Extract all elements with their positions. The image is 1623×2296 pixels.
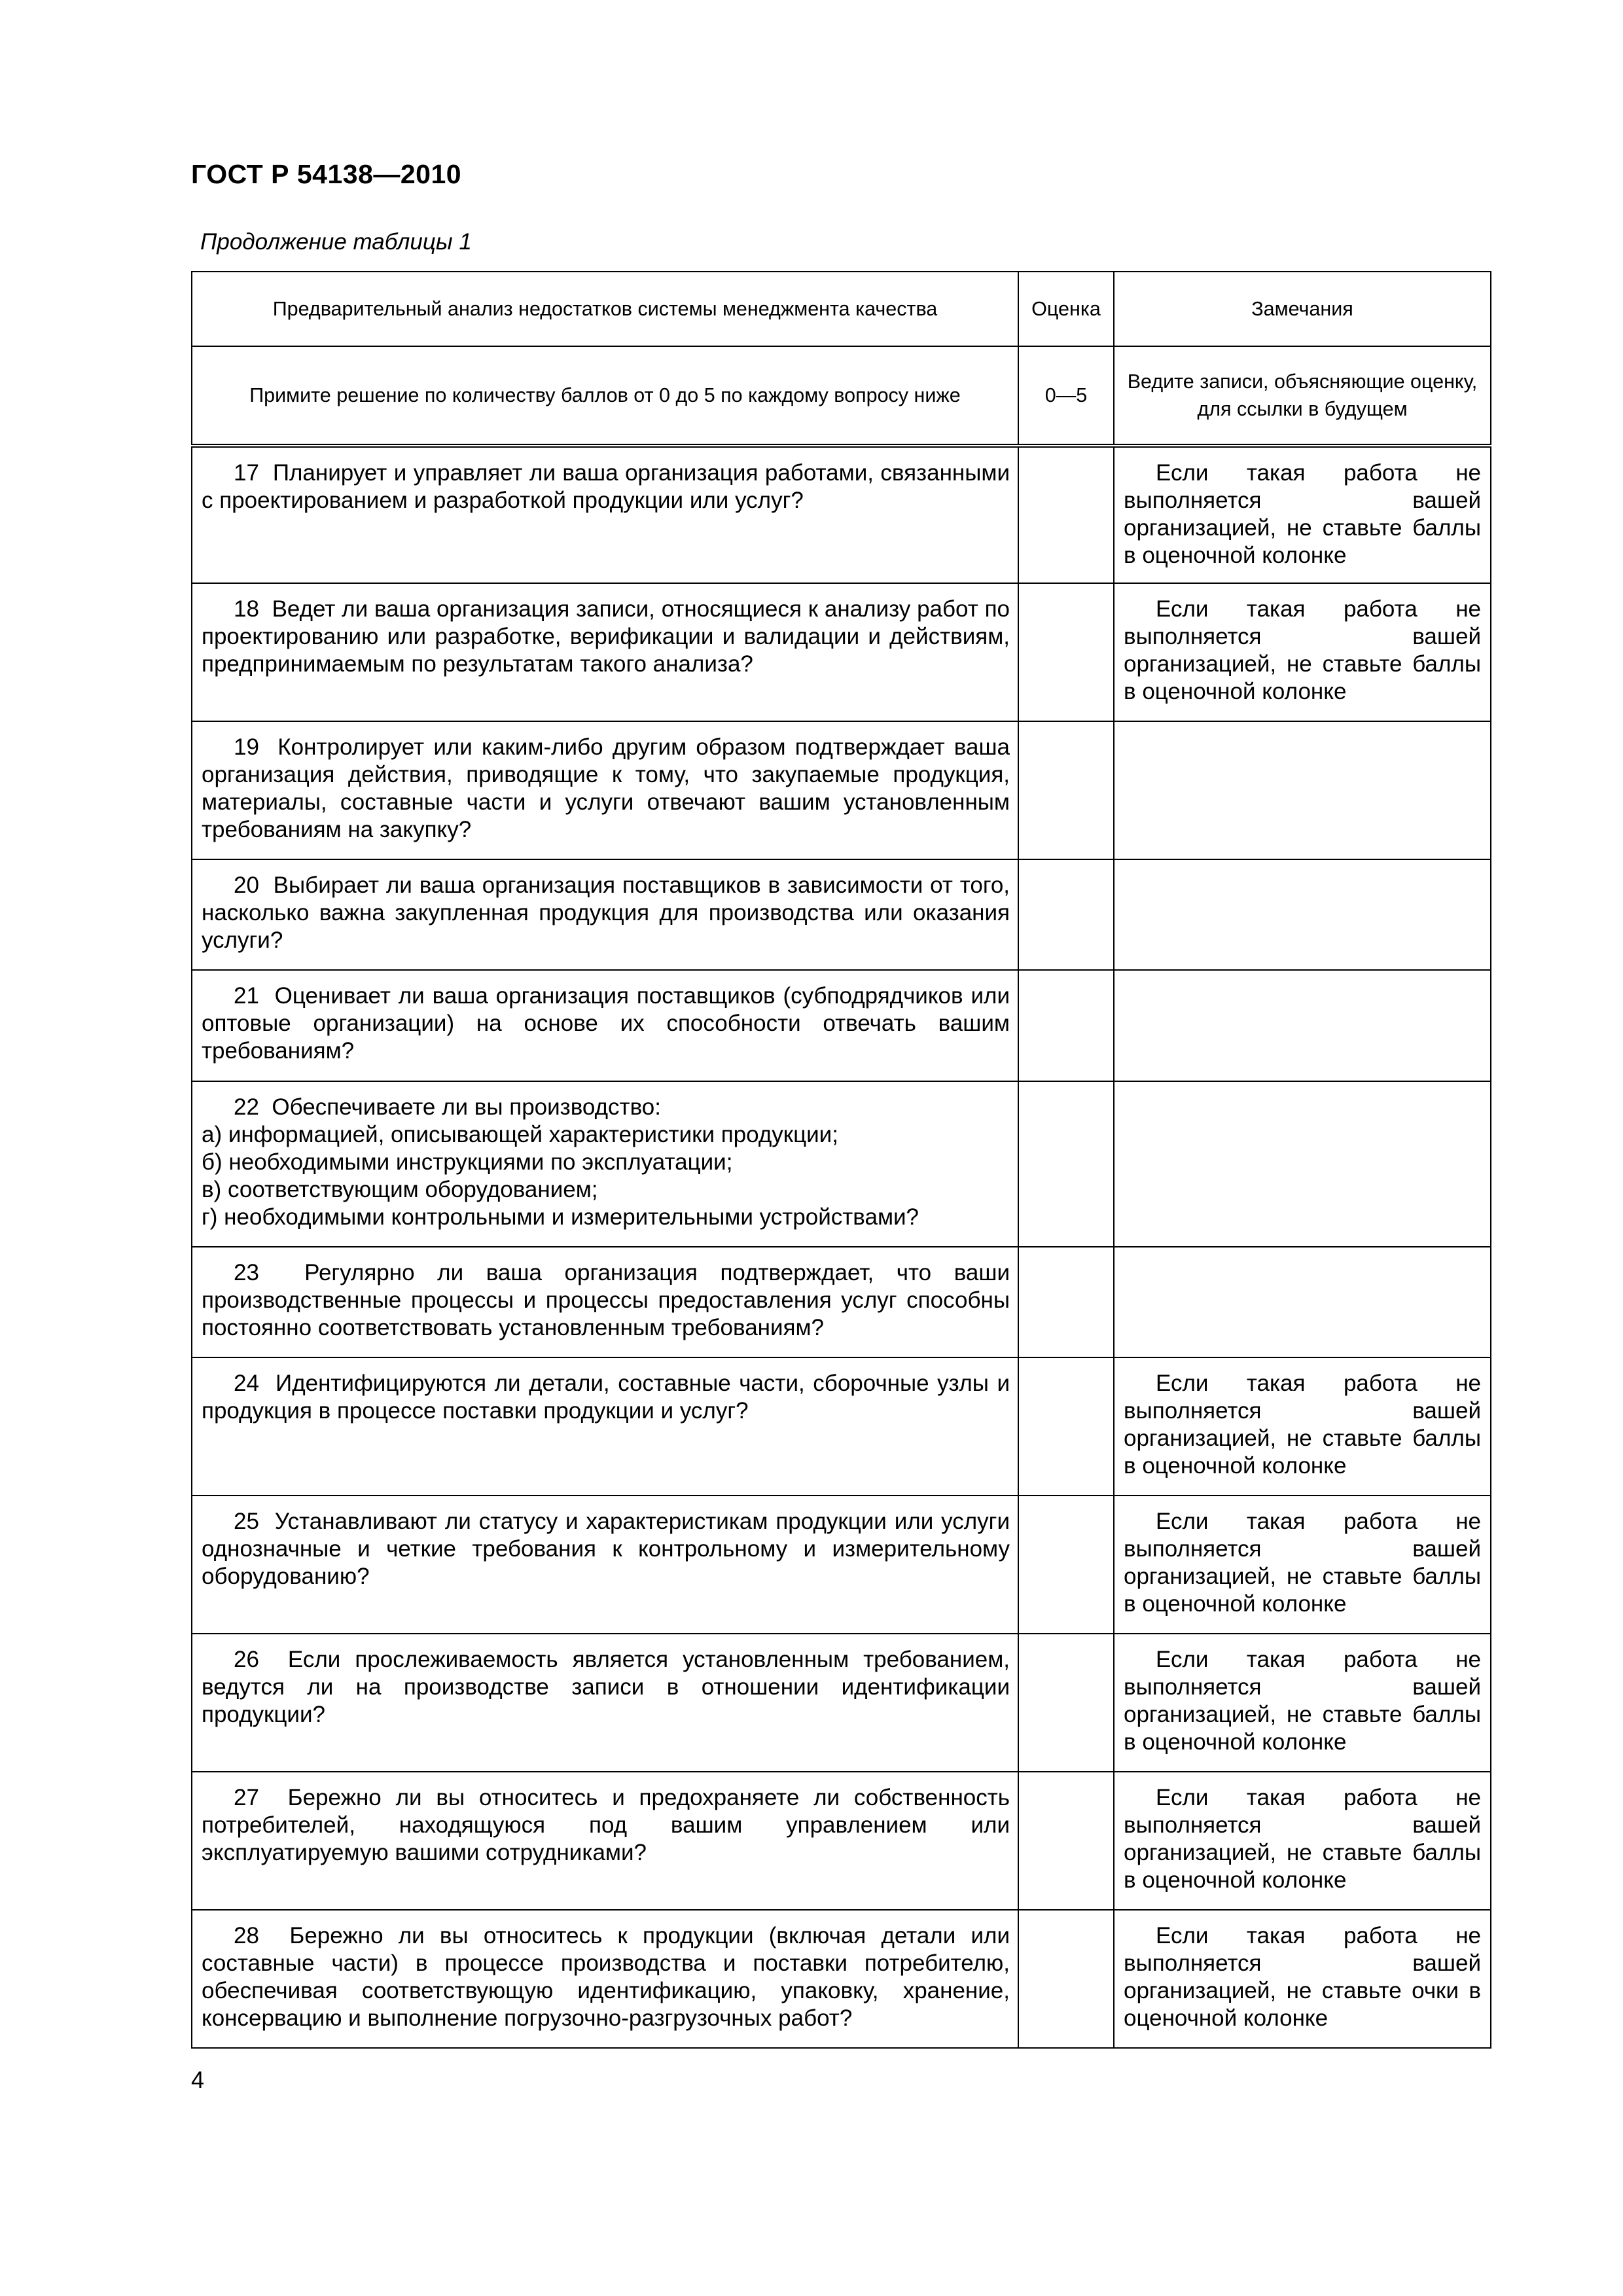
score-cell[interactable] — [1018, 1496, 1114, 1634]
question-cell — [192, 1910, 1018, 2048]
remark-text: Если такая работа не выполняется вашей организацией, не ставьте баллы в оценочной колонке — [1124, 1647, 1481, 1755]
question-cell — [192, 446, 1018, 583]
instruction-row — [192, 346, 1491, 446]
score-cell[interactable] — [1018, 583, 1114, 721]
remark-cell — [1114, 446, 1491, 583]
question-cell — [192, 1357, 1018, 1496]
question-row — [192, 1496, 1491, 1634]
question-text: Ведет ли ваша организация записи, относящиеся к анализу работ по проектированию или разработке, верификации и валидации и действиям, предпринимаемым по результатам такого анализа? — [202, 596, 1010, 677]
remark-cell — [1114, 1772, 1491, 1910]
document-id: ГОСТ Р 54138—2010 — [191, 159, 462, 189]
score-cell[interactable] — [1018, 721, 1114, 859]
remark-cell — [1114, 1357, 1491, 1496]
question-row — [192, 1634, 1491, 1772]
question-text: Планирует и управляет ли ваша организация работами, связанными с проектированием и разработкой продукции или услуг? — [202, 460, 1010, 513]
question-row — [192, 1772, 1491, 1910]
score-cell[interactable] — [1018, 1634, 1114, 1772]
remark-text: Если такая работа не выполняется вашей организацией, не ставьте очки в оценочной колонке — [1124, 1923, 1481, 2031]
notes-instruction: Ведите записи, объясняющие оценку, для ссылки в будущем — [1114, 346, 1491, 446]
assessment-table — [191, 271, 1491, 2049]
remark-text: Если такая работа не выполняется вашей организацией, не ставьте баллы в оценочной колонке — [1124, 460, 1481, 568]
question-cell — [192, 1496, 1018, 1634]
remark-cell — [1114, 859, 1491, 970]
question-row — [192, 1247, 1491, 1357]
question-cell — [192, 721, 1018, 859]
question-text: Устанавливают ли статусу и характеристикам продукции или услуги однозначные и четкие требования к контрольному и измерительному оборудованию? — [202, 1509, 1010, 1589]
question-row — [192, 583, 1491, 721]
question-row — [192, 1910, 1491, 2048]
question-number: 25 — [234, 1509, 259, 1534]
column-header-score: Оценка — [1018, 272, 1114, 346]
question-number: 17 — [234, 460, 259, 486]
score-cell[interactable] — [1018, 1081, 1114, 1247]
remark-cell — [1114, 1081, 1491, 1247]
question-text: Обеспечиваете ли вы производство: — [272, 1094, 661, 1120]
question-text: Контролирует или каким-либо другим образом подтверждает ваша организация действия, приводящие к тому, что закупаемые продукция, материалы, составные части и услуги отвечают вашим установленным требованиям на закупку? — [202, 734, 1010, 842]
question-row — [192, 721, 1491, 859]
question-number: 22 — [234, 1094, 259, 1120]
question-text: Идентифицируются ли детали, составные части, сборочные узлы и продукция в процессе поставки продукции и услуг? — [202, 1371, 1010, 1424]
instruction-text: Примите решение по количеству баллов от 0 до 5 по каждому вопросу ниже — [192, 346, 1018, 446]
table-caption: Продолжение таблицы 1 — [200, 229, 472, 255]
page-number: 4 — [191, 2066, 205, 2093]
remark-text: Если такая работа не выполняется вашей организацией, не ставьте баллы в оценочной колонке — [1124, 596, 1481, 704]
question-number: 19 — [234, 734, 259, 760]
question-cell — [192, 1634, 1018, 1772]
question-subitem: в) соответствующим оборудованием; — [202, 1177, 598, 1202]
question-cell — [192, 970, 1018, 1081]
remark-cell — [1114, 1910, 1491, 2048]
question-subitem: б) необходимыми инструкциями по эксплуатации; — [202, 1149, 733, 1175]
question-number: 26 — [234, 1647, 259, 1672]
question-number: 28 — [234, 1923, 259, 1948]
remark-cell — [1114, 1247, 1491, 1357]
question-text: Если прослеживаемость является установленным требованием, ведутся ли на производстве записи в отношении идентификации продукции? — [202, 1647, 1010, 1727]
question-row — [192, 1357, 1491, 1496]
remark-cell — [1114, 1496, 1491, 1634]
question-subitem: г) необходимыми контрольными и измерительными устройствами? — [202, 1204, 919, 1230]
question-cell — [192, 1081, 1018, 1247]
score-cell[interactable] — [1018, 1357, 1114, 1496]
question-cell — [192, 1247, 1018, 1357]
question-text: Бережно ли вы относитесь и предохраняете ли собственность потребителей, находящуюся под вашим управлением или эксплуатируемую вашими сотрудниками? — [202, 1785, 1010, 1865]
question-text: Оценивает ли ваша организация поставщиков (субподрядчиков или оптовые организации) на основе их способности отвечать вашим требованиям? — [202, 983, 1010, 1064]
remark-cell — [1114, 970, 1491, 1081]
remark-cell — [1114, 1634, 1491, 1772]
column-header-analysis: Предварительный анализ недостатков системы менеджмента качества — [192, 272, 1018, 346]
question-number: 24 — [234, 1371, 259, 1396]
column-header-row — [192, 272, 1491, 346]
question-number: 20 — [234, 872, 259, 898]
question-cell — [192, 859, 1018, 970]
remark-text: Если такая работа не выполняется вашей организацией, не ставьте баллы в оценочной колонке — [1124, 1785, 1481, 1893]
score-cell[interactable] — [1018, 970, 1114, 1081]
remark-cell — [1114, 583, 1491, 721]
question-cell — [192, 1772, 1018, 1910]
question-text: Выбирает ли ваша организация поставщиков в зависимости от того, насколько важна закупленная продукция для производства или оказания услуги? — [202, 872, 1010, 953]
column-header-remarks: Замечания — [1114, 272, 1491, 346]
question-row — [192, 970, 1491, 1081]
question-number: 21 — [234, 983, 259, 1009]
question-row — [192, 859, 1491, 970]
question-row — [192, 1081, 1491, 1247]
question-cell — [192, 583, 1018, 721]
question-text: Бережно ли вы относитесь к продукции (включая детали или составные части) в процессе производства и поставки потребителю, обеспечивая соответствующую идентификацию, упаковку, хранение, консервацию и выполнение погрузочно-разгрузочных работ? — [202, 1923, 1010, 2031]
question-number: 27 — [234, 1785, 259, 1810]
remark-text: Если такая работа не выполняется вашей организацией, не ставьте баллы в оценочной колонке — [1124, 1509, 1481, 1617]
score-cell[interactable] — [1018, 446, 1114, 583]
question-number: 18 — [234, 596, 259, 622]
score-scale: 0—5 — [1018, 346, 1114, 446]
score-cell[interactable] — [1018, 859, 1114, 970]
score-cell[interactable] — [1018, 1772, 1114, 1910]
remark-text: Если такая работа не выполняется вашей организацией, не ставьте баллы в оценочной колонке — [1124, 1371, 1481, 1479]
question-text: Регулярно ли ваша организация подтверждает, что ваши производственные процессы и процессы предоставления услуг способны постоянно соответствовать установленным требованиям? — [202, 1260, 1010, 1340]
score-cell[interactable] — [1018, 1247, 1114, 1357]
remark-cell — [1114, 721, 1491, 859]
score-cell[interactable] — [1018, 1910, 1114, 2048]
question-row — [192, 446, 1491, 583]
question-subitem: а) информацией, описывающей характеристики продукции; — [202, 1122, 838, 1147]
question-number: 23 — [234, 1260, 259, 1285]
